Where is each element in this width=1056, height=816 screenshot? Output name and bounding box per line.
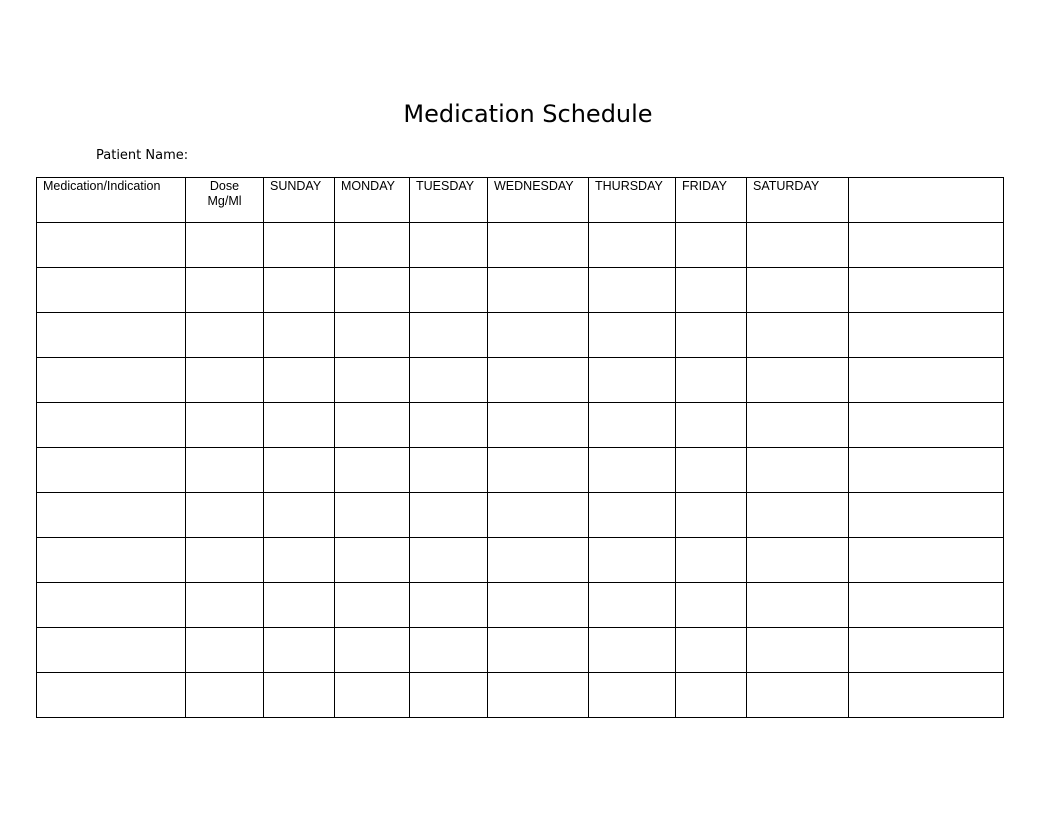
header-tuesday-label: TUESDAY [416,179,475,193]
cell-thursday[interactable] [589,223,676,268]
header-medication-label: Medication/Indication [43,179,161,193]
cell-extra[interactable] [849,583,1004,628]
cell-sunday[interactable] [264,358,335,403]
page-title: Medication Schedule [403,100,653,128]
cell-medication[interactable] [37,628,186,673]
header-friday [676,178,747,223]
cell-wednesday[interactable] [488,583,589,628]
header-dose-line1: Dose [209,179,240,193]
cell-friday[interactable] [676,358,747,403]
medication-schedule-table [36,177,1004,718]
cell-wednesday[interactable] [488,673,589,718]
cell-thursday[interactable] [589,313,676,358]
cell-thursday[interactable] [589,628,676,673]
cell-extra[interactable] [849,223,1004,268]
cell-extra[interactable] [849,313,1004,358]
cell-medication[interactable] [37,403,186,448]
cell-saturday[interactable] [747,628,849,673]
table-row [37,628,1004,673]
table-row [37,403,1004,448]
cell-dose[interactable] [186,538,264,583]
cell-sunday[interactable] [264,628,335,673]
header-extra-column [849,178,1004,223]
header-tuesday [410,178,488,223]
header-row [37,178,1004,223]
cell-dose[interactable] [186,313,264,358]
cell-wednesday[interactable] [488,538,589,583]
cell-medication[interactable] [37,538,186,583]
cell-medication[interactable] [37,358,186,403]
cell-saturday[interactable] [747,583,849,628]
cell-monday[interactable] [335,628,410,673]
cell-thursday[interactable] [589,493,676,538]
cell-sunday[interactable] [264,583,335,628]
cell-medication[interactable] [37,583,186,628]
cell-wednesday[interactable] [488,448,589,493]
cell-wednesday[interactable] [488,493,589,538]
header-saturday-label: SATURDAY [753,179,820,193]
cell-monday[interactable] [335,268,410,313]
cell-friday[interactable] [676,583,747,628]
cell-medication[interactable] [37,493,186,538]
cell-tuesday[interactable] [410,673,488,718]
cell-sunday[interactable] [264,448,335,493]
header-medication-indication [37,178,186,223]
table-row [37,538,1004,583]
cell-friday[interactable] [676,673,747,718]
cell-medication[interactable] [37,313,186,358]
cell-saturday[interactable] [747,493,849,538]
header-thursday-label: THURSDAY [595,179,663,193]
cell-tuesday[interactable] [410,223,488,268]
cell-extra[interactable] [849,268,1004,313]
cell-dose[interactable] [186,628,264,673]
schedule-body [37,223,1004,718]
cell-monday[interactable] [335,358,410,403]
cell-medication[interactable] [37,673,186,718]
cell-wednesday[interactable] [488,223,589,268]
cell-saturday[interactable] [747,538,849,583]
cell-friday[interactable] [676,403,747,448]
cell-sunday[interactable] [264,223,335,268]
cell-monday[interactable] [335,673,410,718]
cell-friday[interactable] [676,448,747,493]
table-row [37,358,1004,403]
cell-thursday[interactable] [589,583,676,628]
cell-monday[interactable] [335,403,410,448]
header-sunday-label: SUNDAY [270,179,322,193]
table-row [37,493,1004,538]
header-monday-label: MONDAY [341,179,395,193]
cell-thursday[interactable] [589,358,676,403]
cell-saturday[interactable] [747,358,849,403]
cell-monday[interactable] [335,583,410,628]
cell-friday[interactable] [676,268,747,313]
cell-friday[interactable] [676,223,747,268]
cell-extra[interactable] [849,673,1004,718]
cell-dose[interactable] [186,268,264,313]
cell-saturday[interactable] [747,448,849,493]
cell-dose[interactable] [186,358,264,403]
cell-tuesday[interactable] [410,403,488,448]
cell-wednesday[interactable] [488,313,589,358]
cell-medication[interactable] [37,268,186,313]
cell-dose[interactable] [186,223,264,268]
cell-dose[interactable] [186,448,264,493]
cell-tuesday[interactable] [410,583,488,628]
cell-thursday[interactable] [589,448,676,493]
header-wednesday [488,178,589,223]
cell-extra[interactable] [849,493,1004,538]
cell-thursday[interactable] [589,268,676,313]
table-row [37,313,1004,358]
header-saturday [747,178,849,223]
cell-sunday[interactable] [264,403,335,448]
header-dose [186,178,264,223]
cell-extra[interactable] [849,358,1004,403]
cell-tuesday[interactable] [410,538,488,583]
header-sunday [264,178,335,223]
header-extra-label [849,178,1003,179]
cell-saturday[interactable] [747,313,849,358]
cell-sunday[interactable] [264,673,335,718]
header-monday [335,178,410,223]
table-row [37,583,1004,628]
cell-wednesday[interactable] [488,268,589,313]
cell-friday[interactable] [676,313,747,358]
cell-tuesday[interactable] [410,493,488,538]
cell-tuesday[interactable] [410,358,488,403]
cell-thursday[interactable] [589,673,676,718]
cell-monday[interactable] [335,493,410,538]
cell-tuesday[interactable] [410,448,488,493]
cell-wednesday[interactable] [488,403,589,448]
cell-thursday[interactable] [589,403,676,448]
cell-monday[interactable] [335,223,410,268]
cell-monday[interactable] [335,538,410,583]
header-dose-line2: Mg/Ml [207,194,242,208]
table-row [37,673,1004,718]
header-wednesday-label: WEDNESDAY [494,179,574,193]
cell-thursday[interactable] [589,538,676,583]
cell-extra[interactable] [849,538,1004,583]
cell-dose[interactable] [186,673,264,718]
cell-extra[interactable] [849,403,1004,448]
cell-extra[interactable] [849,628,1004,673]
table-row [37,448,1004,493]
cell-medication[interactable] [37,448,186,493]
cell-tuesday[interactable] [410,628,488,673]
cell-friday[interactable] [676,538,747,583]
cell-tuesday[interactable] [410,313,488,358]
cell-sunday[interactable] [264,313,335,358]
cell-sunday[interactable] [264,268,335,313]
patient-name-label: Patient Name: [96,148,189,163]
cell-monday[interactable] [335,313,410,358]
cell-sunday[interactable] [264,493,335,538]
cell-friday[interactable] [676,493,747,538]
cell-dose[interactable] [186,403,264,448]
cell-medication[interactable] [37,223,186,268]
header-friday-label: FRIDAY [682,179,727,193]
cell-monday[interactable] [335,448,410,493]
cell-saturday[interactable] [747,403,849,448]
cell-saturday[interactable] [747,268,849,313]
table-row [37,223,1004,268]
cell-sunday[interactable] [264,538,335,583]
cell-saturday[interactable] [747,223,849,268]
cell-saturday[interactable] [747,673,849,718]
cell-dose[interactable] [186,583,264,628]
table-row [37,268,1004,313]
cell-dose[interactable] [186,493,264,538]
header-thursday [589,178,676,223]
cell-tuesday[interactable] [410,268,488,313]
cell-wednesday[interactable] [488,628,589,673]
cell-wednesday[interactable] [488,358,589,403]
cell-extra[interactable] [849,448,1004,493]
cell-friday[interactable] [676,628,747,673]
